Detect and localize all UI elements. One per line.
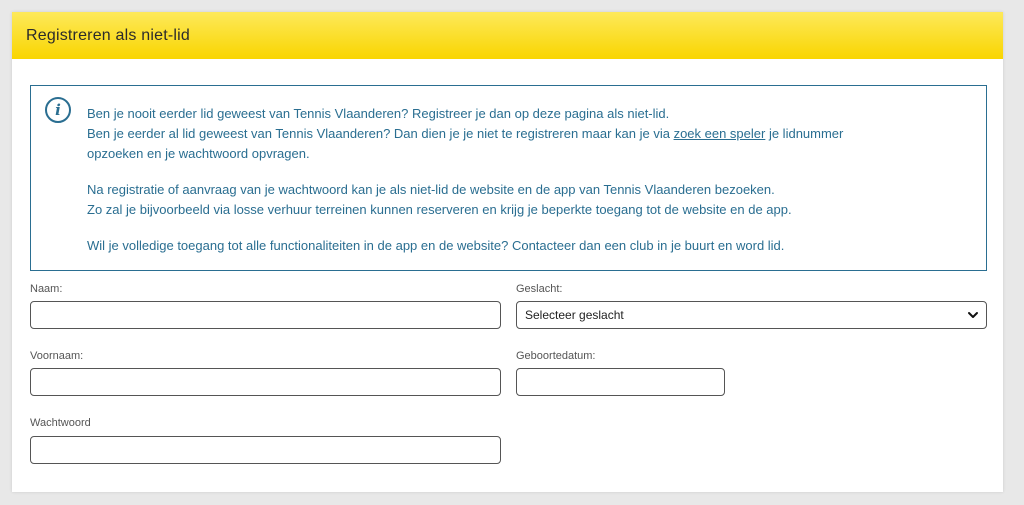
info-box [30, 85, 987, 271]
chevron-down-icon [966, 308, 980, 322]
zoek-een-speler-link[interactable]: zoek een speler [673, 126, 766, 141]
geslacht-select[interactable] [516, 301, 987, 329]
wachtwoord-label: Wachtwoord [30, 417, 91, 429]
geboortedatum-input[interactable] [516, 368, 725, 396]
info-icon: i [45, 97, 71, 123]
geboortedatum-label: Geboortedatum: [516, 350, 596, 362]
info-para2-line-2: Zo zal je bijvoorbeeld via losse verhuur terreinen kunnen reserveren en krijg je beperkte toegang tot de website en de app. [87, 202, 792, 217]
info-para2-line-1: Na registratie of aanvraag van je wachtwoord kan je als niet-lid de website en de app van Tennis Vlaanderen bezoeken. [87, 182, 775, 197]
info-line-2 [87, 124, 977, 144]
page-title: Registreren als niet-lid [26, 26, 190, 44]
info-text [87, 104, 977, 256]
geslacht-label: Geslacht: [516, 283, 563, 295]
voornaam-label: Voornaam: [30, 350, 84, 362]
panel-header [12, 12, 1003, 59]
registration-panel [12, 12, 1003, 492]
wachtwoord-input[interactable] [30, 436, 501, 464]
info-line-3: opzoeken en je wachtwoord opvragen. [87, 146, 310, 161]
info-line-1: Ben je nooit eerder lid geweest van Tennis Vlaanderen? Registreer je dan op deze pagina als niet-lid. [87, 106, 670, 121]
info-line-2-before: Ben je eerder al lid geweest van Tennis Vlaanderen? Dan dien je je niet te registreren maar kan je via [87, 126, 674, 141]
naam-label: Naam: [30, 283, 63, 295]
info-para3: Wil je volledige toegang tot alle functionaliteiten in de app en de website? Contacteer dan een club in je buurt en word lid. [87, 238, 785, 253]
info-line-2-after: je lidnummer [765, 126, 844, 141]
geslacht-selected-value: Selecteer geslacht [525, 308, 624, 322]
naam-input[interactable] [30, 301, 501, 329]
voornaam-input[interactable] [30, 368, 501, 396]
